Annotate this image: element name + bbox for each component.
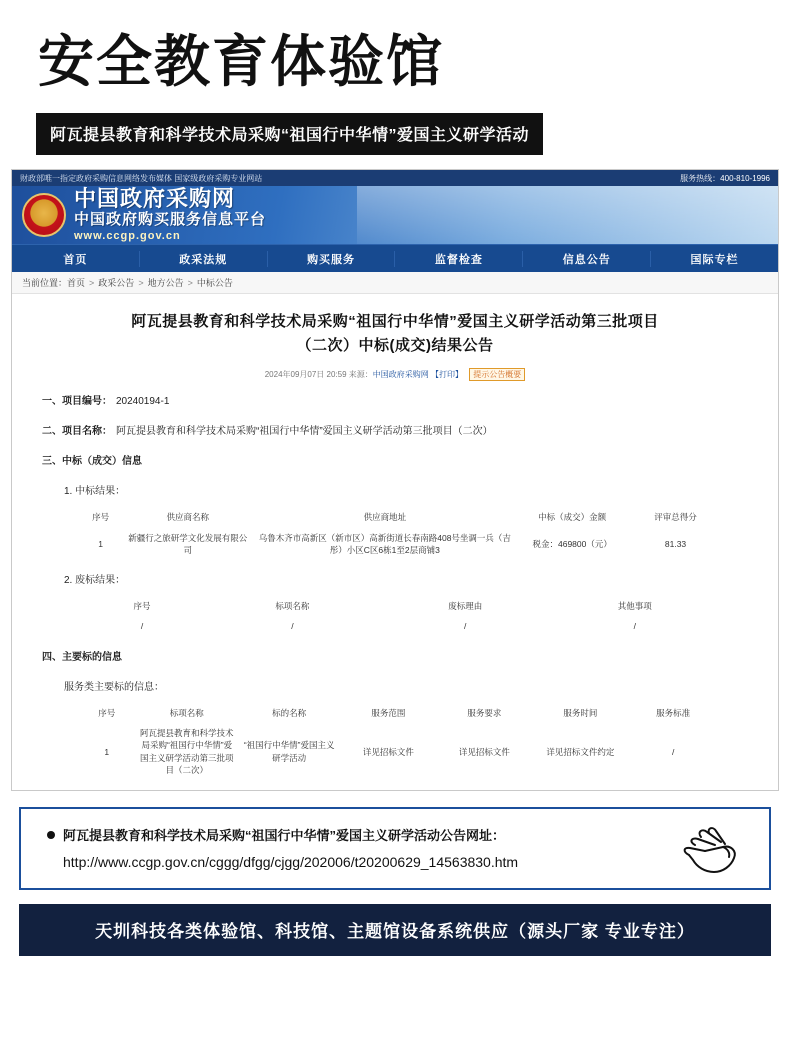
gov-nav[interactable] [12, 244, 778, 272]
winner-col-score: 评审总得分 [654, 512, 697, 523]
winner-cell-supplier: 新疆行之旅研学文化发展有限公司 [128, 532, 248, 555]
table-row [78, 616, 718, 636]
subject-cell-scope: 详见招标文件 [362, 746, 414, 757]
winner-table [78, 507, 724, 560]
nav-item-regulations[interactable]: 政采法规 [140, 251, 268, 267]
subject-cell-requirement: 详见招标文件 [458, 746, 510, 757]
pointing-hand-icon [679, 825, 743, 877]
table-header-row [78, 703, 718, 723]
subject-cell-time: 详见招标文件约定 [546, 746, 615, 757]
breadcrumb-sep-icon: > [138, 277, 144, 288]
void-cell-item: / [291, 621, 294, 632]
announcement-source[interactable]: 中国政府采购网 [372, 370, 429, 380]
breadcrumb-item-0[interactable]: 首页 [67, 278, 86, 289]
section-project-name-key: 二、项目名称： [42, 426, 112, 438]
national-emblem-icon [22, 193, 66, 237]
section-project-number-key: 一、项目编号： [42, 396, 112, 408]
bullet-icon [47, 831, 55, 839]
subject-table-wrap [42, 703, 748, 781]
gov-logo-line1: 中国政府采购网 [74, 186, 236, 212]
breadcrumb-item-1[interactable]: 政采公告 [98, 278, 135, 289]
void-col-other: 其他事项 [617, 601, 652, 612]
void-col-no: 序号 [133, 601, 151, 612]
gov-banner [12, 186, 778, 244]
gov-logo-url: www.ccgp.gov.cn [74, 229, 181, 242]
subject-cell-no: 1 [104, 746, 110, 757]
subject-col-scope: 服务范围 [371, 707, 406, 718]
breadcrumb-label: 当前位置： [22, 278, 68, 289]
announcement-body [12, 294, 778, 790]
source-note-box [19, 807, 771, 890]
subject-cell-standard: / [672, 746, 675, 757]
table-row [78, 528, 724, 561]
subject-table [78, 703, 718, 781]
footer-banner: 天圳科技各类体验馆、科技馆、主题馆设备系统供应（源头厂家 专业专注） [19, 904, 771, 956]
source-note-text: 阿瓦提县教育和科学技术局采购“祖国行中华情”爱国主义研学活动公告网址： [63, 828, 506, 844]
section-award-info-heading: 三、中标（成交）信息 [42, 456, 142, 468]
void-cell-no: / [140, 621, 144, 632]
section-project-number-value: 20240194-1 [116, 396, 170, 408]
print-link[interactable]: 【打印】 [431, 370, 464, 380]
announcement-source-label: 来源： [348, 370, 373, 380]
summary-badge[interactable]: 提示公告概要 [469, 368, 525, 381]
page-title: 安全教育体验馆 [38, 30, 444, 93]
source-note-line [41, 825, 749, 844]
nav-item-services[interactable]: 购买服务 [268, 251, 396, 267]
announcement-title [42, 310, 748, 358]
website-screenshot [11, 169, 779, 791]
gov-top-strip-hotline: 服务热线：400-810-1996 [680, 173, 770, 183]
subject-cell-item-name: 阿瓦提县教育和科学技术局采购“祖国行中华情”爱国主义研学活动第三批项目（二次） [140, 728, 234, 775]
subject-col-item-name: 标项名称 [169, 707, 204, 718]
nav-item-international[interactable]: 国际专栏 [690, 253, 739, 266]
winner-col-supplier: 供应商名称 [166, 512, 210, 523]
subject-cell-subject-name: “祖国行中华情”爱国主义研学活动 [243, 740, 335, 763]
winner-col-no: 序号 [92, 512, 110, 523]
void-cell-reason: / [464, 621, 467, 632]
winner-cell-no: 1 [98, 538, 103, 549]
gov-top-strip-left: 财政部唯一指定政府采购信息网络发布媒体 国家级政府采购专业网站 [20, 173, 263, 183]
winner-col-address: 供应商地址 [363, 512, 407, 523]
table-header-row [78, 596, 718, 616]
winner-cell-amount: 税金：469800（元） [532, 538, 612, 549]
gov-logo-line2: 中国政府购买服务信息平台 [74, 210, 267, 228]
nav-item-notices[interactable]: 信息公告 [523, 251, 651, 267]
section-project-name [42, 423, 748, 441]
announcement-title-line2: （二次）中标(成交)结果公告 [296, 337, 494, 355]
nav-item-supervision[interactable]: 监督检查 [395, 251, 523, 267]
subject-col-requirement: 服务要求 [467, 707, 502, 718]
winner-result-label: 1. 中标结果： [64, 486, 126, 498]
breadcrumb-item-2[interactable]: 地方公告 [147, 278, 184, 289]
breadcrumb-sep-icon: > [187, 277, 193, 288]
announcement-title-line1: 阿瓦提县教育和科学技术局采购“祖国行中华情”爱国主义研学活动第三批项目 [131, 313, 659, 331]
winner-cell-address: 乌鲁木齐市高新区（新市区）高新街道长春南路408号坐调一兵（吉彤）小区C区6栋1至2层商铺3 [258, 532, 511, 555]
void-col-reason: 废标理由 [448, 601, 483, 612]
winner-table-wrap [42, 507, 748, 560]
void-cell-other: / [633, 621, 636, 632]
announcement-date: 2024年09月07日 20:59 [264, 370, 347, 380]
subject-col-subject-name: 标的名称 [272, 707, 307, 718]
announcement-meta [42, 368, 748, 381]
breadcrumb-item-3[interactable]: 中标公告 [196, 278, 233, 289]
subject-label: 服务类主要标的信息： [64, 681, 164, 693]
subject-col-no: 序号 [98, 707, 116, 718]
section-project-name-value: 阿瓦提县教育和科学技术局采购“祖国行中华情”爱国主义研学活动第三批项目（二次） [116, 426, 493, 438]
void-table [78, 596, 718, 637]
nav-item-home[interactable]: 首页 [12, 251, 140, 267]
breadcrumb-sep-icon: > [89, 277, 95, 288]
void-table-wrap [42, 596, 748, 637]
source-note-url[interactable]: http://www.ccgp.gov.cn/cggg/dfgg/cjgg/202006/t20200629_14563830.htm [63, 854, 519, 871]
gov-logo-text [74, 187, 266, 242]
poster-subtitle: 阿瓦提县教育和科学技术局采购“祖国行中华情”爱国主义研学活动 [36, 113, 543, 155]
section-project-number [42, 393, 748, 411]
table-header-row [78, 507, 724, 527]
void-result-label: 2. 废标结果： [64, 575, 126, 587]
table-row [78, 723, 718, 780]
winner-col-amount: 中标（成交）金额 [538, 512, 607, 523]
winner-cell-score: 81.33 [664, 538, 687, 549]
breadcrumb [12, 272, 778, 294]
void-col-item: 标项名称 [275, 601, 310, 612]
gov-top-strip [12, 170, 778, 186]
subject-col-standard: 服务标准 [656, 707, 691, 718]
section-subject-heading: 四、主要标的信息 [42, 651, 122, 663]
subject-col-time: 服务时间 [563, 707, 598, 718]
